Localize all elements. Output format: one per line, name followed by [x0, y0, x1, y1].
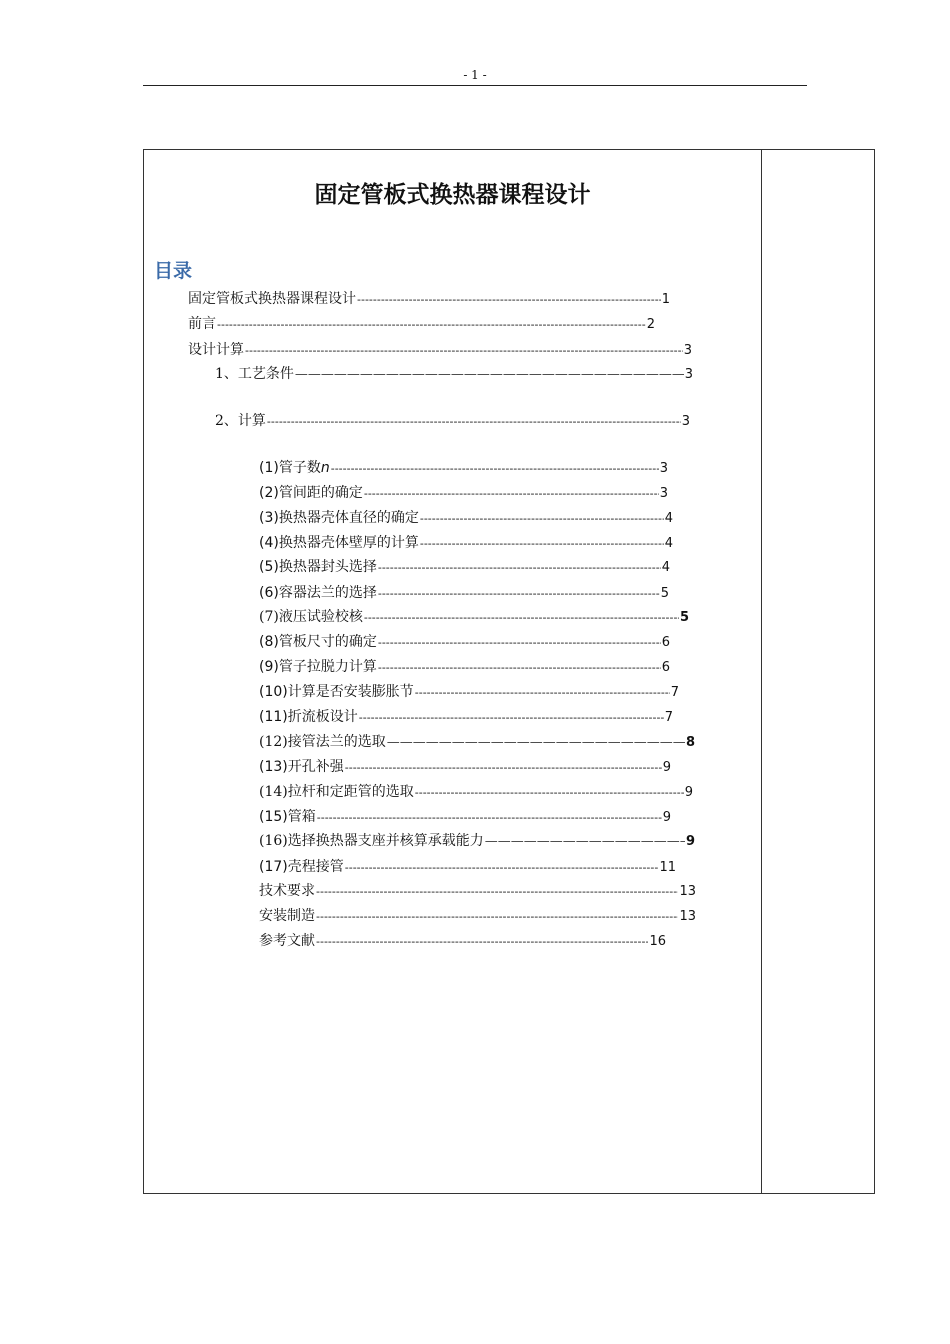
- toc-entry-page: 4: [661, 560, 670, 575]
- toc-leader: [345, 759, 662, 775]
- toc-entry: [259, 880, 696, 900]
- toc-entry-label: 设计计算: [188, 342, 244, 358]
- toc-entry: [259, 507, 673, 527]
- toc-leader: [359, 709, 664, 725]
- toc-entry-label: (15)管箱: [259, 809, 316, 825]
- toc-entry: [259, 856, 676, 876]
- toc-entry-page: 9: [662, 810, 671, 825]
- toc-entry: [259, 482, 668, 502]
- toc-entry: [259, 781, 693, 801]
- toc-entry: [188, 288, 670, 308]
- toc-entry: [259, 756, 671, 776]
- toc-leader: [415, 784, 684, 800]
- toc-entry-label: (16)选择换热器支座并核算承载能力: [259, 833, 484, 849]
- toc-entry: [259, 830, 695, 850]
- toc-entry-number: (3): [259, 510, 279, 526]
- toc-leader: [378, 585, 660, 601]
- toc-entry: [188, 339, 692, 359]
- toc-entry-label: (12)接管法兰的选取: [259, 734, 386, 750]
- toc-entry: [259, 457, 668, 477]
- document-title: 固定管板式换热器课程设计: [314, 182, 591, 208]
- toc-entry-number: (17): [259, 859, 288, 875]
- toc-entry-number: (8): [259, 634, 279, 650]
- toc-entry: [259, 905, 696, 925]
- toc-entry-number: (9): [259, 659, 279, 675]
- toc-leader: [420, 535, 664, 551]
- toc-entry-page: 3: [659, 486, 668, 501]
- toc-entry-page: 16: [649, 934, 666, 949]
- page-number: - 1 -: [463, 68, 487, 82]
- toc-leader: [357, 291, 661, 307]
- toc-entry-number: (5): [259, 559, 279, 575]
- toc-entry-page: 9: [684, 785, 693, 800]
- toc-entry-page: 9: [685, 834, 695, 849]
- toc-entry-label: (5)换热器封头选择: [259, 559, 377, 575]
- toc-entry-number: (13): [259, 759, 288, 775]
- toc-entry-number: (10): [259, 684, 288, 700]
- toc-leader: [364, 485, 659, 501]
- toc-entry: [215, 410, 690, 430]
- toc-entry-label: 技术要求: [259, 883, 315, 899]
- toc-entry-page: 4: [664, 511, 673, 526]
- toc-leader: [485, 833, 685, 849]
- toc-entry-page: 3: [659, 461, 668, 476]
- toc-leader: [378, 659, 661, 675]
- toc-entry-page: 13: [679, 909, 696, 924]
- toc-entry-label: 安装制造: [259, 908, 315, 924]
- toc-entry: [259, 606, 689, 626]
- toc-entry: [188, 313, 655, 333]
- toc-entry-page: 5: [660, 586, 669, 601]
- toc-heading: 目录: [154, 260, 193, 282]
- toc-entry-label: (2)管间距的确定: [259, 485, 363, 501]
- frame-margin-divider: [761, 149, 762, 1194]
- toc-leader: [217, 316, 646, 332]
- toc-entry: [259, 631, 670, 651]
- toc-entry-variable: n: [320, 460, 330, 476]
- toc-entry-page: 7: [670, 685, 679, 700]
- toc-entry-label: (4)换热器壳体壁厚的计算: [259, 535, 419, 551]
- toc-leader: [378, 559, 661, 575]
- toc-entry-label: (7)液压试验校核: [259, 609, 363, 625]
- toc-entry-page: 6: [661, 635, 670, 650]
- toc-entry-label: (3)换热器壳体直径的确定: [259, 510, 419, 526]
- toc-entry-number: (11): [259, 709, 288, 725]
- toc-entry: [259, 532, 673, 552]
- toc-entry-label: 2、计算: [215, 413, 266, 429]
- toc-entry-page: 3: [683, 343, 692, 358]
- toc-leader: [345, 859, 659, 875]
- toc-leader: [317, 809, 662, 825]
- toc-entry-label: 参考文献: [259, 933, 315, 949]
- toc-entry-page: 1: [661, 292, 670, 307]
- toc-entry: [259, 731, 695, 751]
- toc-entry: [215, 363, 693, 383]
- toc-entry-label: (10)计算是否安装膨胀节: [259, 684, 414, 700]
- toc-leader: [245, 342, 683, 358]
- toc-leader: [316, 883, 678, 899]
- toc-entry-label: 固定管板式换热器课程设计: [188, 291, 356, 307]
- toc-entry-label: (8)管板尺寸的确定: [259, 634, 377, 650]
- toc-entry-number: (15): [259, 809, 288, 825]
- toc-entry-label: (11)折流板设计: [259, 709, 358, 725]
- toc-entry: [259, 706, 673, 726]
- toc-entry: [259, 681, 679, 701]
- toc-leader: [316, 933, 648, 949]
- toc-entry: [259, 556, 670, 576]
- toc-entry-number: (1): [259, 460, 279, 476]
- toc-entry: [259, 582, 669, 602]
- toc-entry-page: 9: [662, 760, 671, 775]
- toc-entry-page: 3: [684, 367, 693, 382]
- toc-entry-number: (6): [259, 585, 279, 601]
- toc-entry-page: 6: [661, 660, 670, 675]
- toc-entry-label: 1、工艺条件: [215, 366, 294, 382]
- toc-entry-label: (17)壳程接管: [259, 859, 344, 875]
- toc-entry-page: 8: [685, 735, 695, 750]
- toc-leader: [415, 684, 670, 700]
- toc-entry-label: (14)拉杆和定距管的选取: [259, 784, 414, 800]
- toc-entry-label: (6)容器法兰的选择: [259, 585, 377, 601]
- toc-leader: [267, 413, 681, 429]
- toc-leader: [364, 609, 679, 625]
- toc-entry-label: 前言: [188, 316, 216, 332]
- toc-entry: [259, 930, 666, 950]
- toc-entry-page: 11: [659, 860, 676, 875]
- toc-leader: [387, 734, 685, 750]
- toc-entry-page: 2: [646, 317, 655, 332]
- toc-leader: [295, 366, 684, 382]
- toc-entry: [259, 806, 671, 826]
- toc-leader: [420, 510, 664, 526]
- toc-leader: [316, 908, 678, 924]
- toc-leader: [331, 460, 659, 476]
- toc-entry-page: 13: [679, 884, 696, 899]
- toc-entry-page: 3: [681, 414, 690, 429]
- toc-entry-number: (4): [259, 535, 279, 551]
- toc-leader: [378, 634, 661, 650]
- toc-entry-label: (9)管子拉脱力计算: [259, 659, 377, 675]
- toc-entry-label: (1)管子数n: [259, 460, 330, 476]
- toc-entry-page: 7: [664, 710, 673, 725]
- toc-entry-page: 4: [664, 536, 673, 551]
- toc-entry-number: (2): [259, 485, 279, 501]
- toc-entry-page: 5: [679, 610, 689, 625]
- header-rule: [143, 85, 807, 86]
- toc-entry: [259, 656, 670, 676]
- toc-entry-label: (13)开孔补强: [259, 759, 344, 775]
